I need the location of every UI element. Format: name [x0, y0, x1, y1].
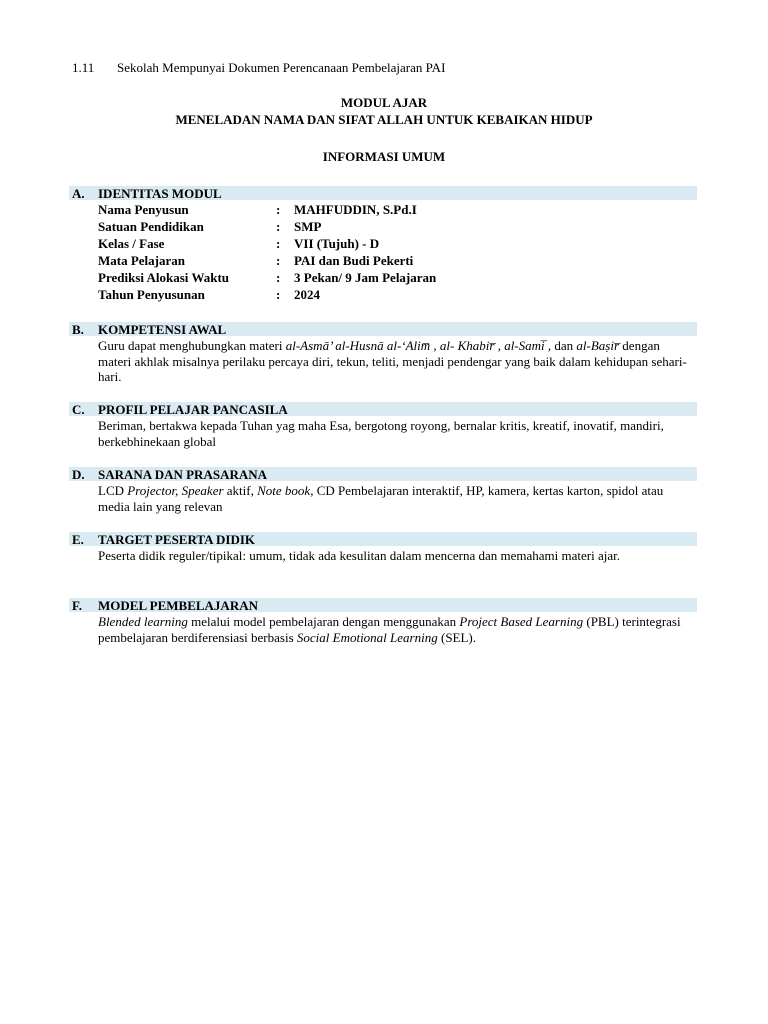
section-body: Peserta didik reguler/tipikal: umum, tidak ada kesulitan dalam mencerna dan memahami materi ajar.	[98, 548, 620, 563]
identity-row	[69, 201, 697, 218]
document-header	[72, 60, 445, 76]
identity-value: VII (Tujuh) - D	[294, 236, 380, 251]
body-text: (SEL).	[437, 629, 477, 645]
section-profil-pelajar-pancasila	[69, 402, 697, 449]
body-italic: Projector, Speaker	[127, 483, 224, 498]
section-header	[69, 467, 697, 481]
identity-row	[69, 286, 697, 303]
identity-key: Tahun Penyusunan	[98, 287, 205, 302]
identity-colon: :	[276, 202, 281, 217]
section-label: IDENTITAS MODUL	[98, 186, 222, 201]
identity-key: Prediksi Alokasi Waktu	[98, 270, 230, 285]
identity-colon: :	[276, 270, 281, 285]
identity-row	[69, 218, 697, 235]
section-body: Beriman, bertakwa kepada Tuhan yag maha Esa, bergotong royong, bernalar kritis, kreatif, inovatif, mandiri, berkebhinekaan global	[98, 418, 664, 449]
section-letter: F.	[72, 598, 82, 613]
body-text: dan	[551, 338, 577, 353]
body-text: dengan materi akhlak misalnya perilaku percaya diri, tekun, teliti, menjadi pendengar yang baik dalam kehidupan sehari-hari.	[98, 338, 687, 384]
module-subtitle: MENELADAN NAMA DAN SIFAT ALLAH UNTUK KEBAIKAN HIDUP	[175, 112, 593, 127]
section-target-peserta-didik	[69, 532, 697, 564]
section-model-pembelajaran	[69, 598, 697, 645]
body-text: Guru dapat menghubungkan materi	[98, 338, 286, 353]
identity-value: PAI dan Budi Pekerti	[294, 253, 414, 268]
identity-value: MAHFUDDIN, S.Pd.I	[294, 202, 417, 217]
identity-key: Mata Pelajaran	[98, 253, 186, 268]
identity-colon: :	[276, 287, 281, 302]
body-text: , CD Pembelajaran interaktif, HP, kamera, kertas karton, spidol atau media lain yang relevan	[98, 483, 664, 514]
section-body	[69, 483, 697, 514]
identity-value: 2024	[294, 287, 320, 302]
section-header	[69, 598, 697, 612]
body-italic: al-Baṣir̅	[576, 338, 620, 353]
identity-value: 3 Pekan/ 9 Jam Pelajaran	[294, 270, 437, 285]
section-letter: D.	[72, 467, 85, 482]
section-header	[69, 532, 697, 546]
identity-colon: :	[276, 219, 281, 234]
section-header	[69, 402, 697, 416]
identity-key: Satuan Pendidikan	[98, 219, 204, 234]
section-letter: C.	[72, 402, 85, 417]
body-italic: Blended learning	[98, 614, 188, 629]
section-letter: A.	[72, 186, 85, 201]
identity-row	[69, 235, 697, 252]
body-italic: Project Based Learning	[459, 614, 584, 629]
section-header	[69, 322, 697, 336]
section-label: TARGET PESERTA DIDIK	[98, 532, 256, 547]
section-label: PROFIL PELAJAR PANCASILA	[98, 402, 288, 417]
body-text: aktif,	[223, 483, 258, 498]
identity-key: Kelas / Fase	[98, 236, 165, 251]
section-label: KOMPETENSI AWAL	[98, 322, 227, 337]
section-header	[69, 186, 697, 200]
header-number: 1.11	[72, 60, 95, 75]
identity-colon: :	[276, 236, 281, 251]
body-text: melalui model pembelajaran dengan menggunakan	[187, 614, 460, 629]
identity-value: SMP	[294, 219, 322, 234]
identity-table	[69, 201, 697, 303]
section-identitas-modul	[69, 186, 697, 303]
body-italic: al-Asmā’ al-Husnā al-‘Alim̅ , al- Khabir̅ , al-Sami̅ ,	[285, 338, 552, 353]
body-text: LCD	[98, 483, 128, 498]
section-kompetensi-awal	[69, 322, 697, 385]
identity-row	[69, 269, 697, 286]
section-label: MODEL PEMBELAJARAN	[98, 598, 258, 613]
general-info-heading: INFORMASI UMUM	[322, 149, 446, 164]
section-label: SARANA DAN PRASARANA	[98, 467, 268, 482]
body-italic: Note book	[257, 483, 311, 498]
section-letter: B.	[72, 322, 84, 337]
section-body	[69, 614, 697, 645]
module-title: MODUL AJAR	[340, 95, 428, 110]
identity-colon: :	[276, 253, 281, 268]
identity-key: Nama Penyusun	[98, 202, 189, 217]
body-text: (PBL) terintegrasi pembelajaran berdiferensiasi berbasis	[98, 614, 681, 645]
header-text: Sekolah Mempunyai Dokumen Perencanaan Pembelajaran PAI	[117, 60, 446, 75]
identity-row	[69, 252, 697, 269]
section-letter: E.	[72, 532, 84, 547]
section-sarana-prasarana	[69, 467, 697, 514]
body-italic: Social Emotional Learning	[296, 629, 438, 645]
section-body	[69, 338, 697, 385]
